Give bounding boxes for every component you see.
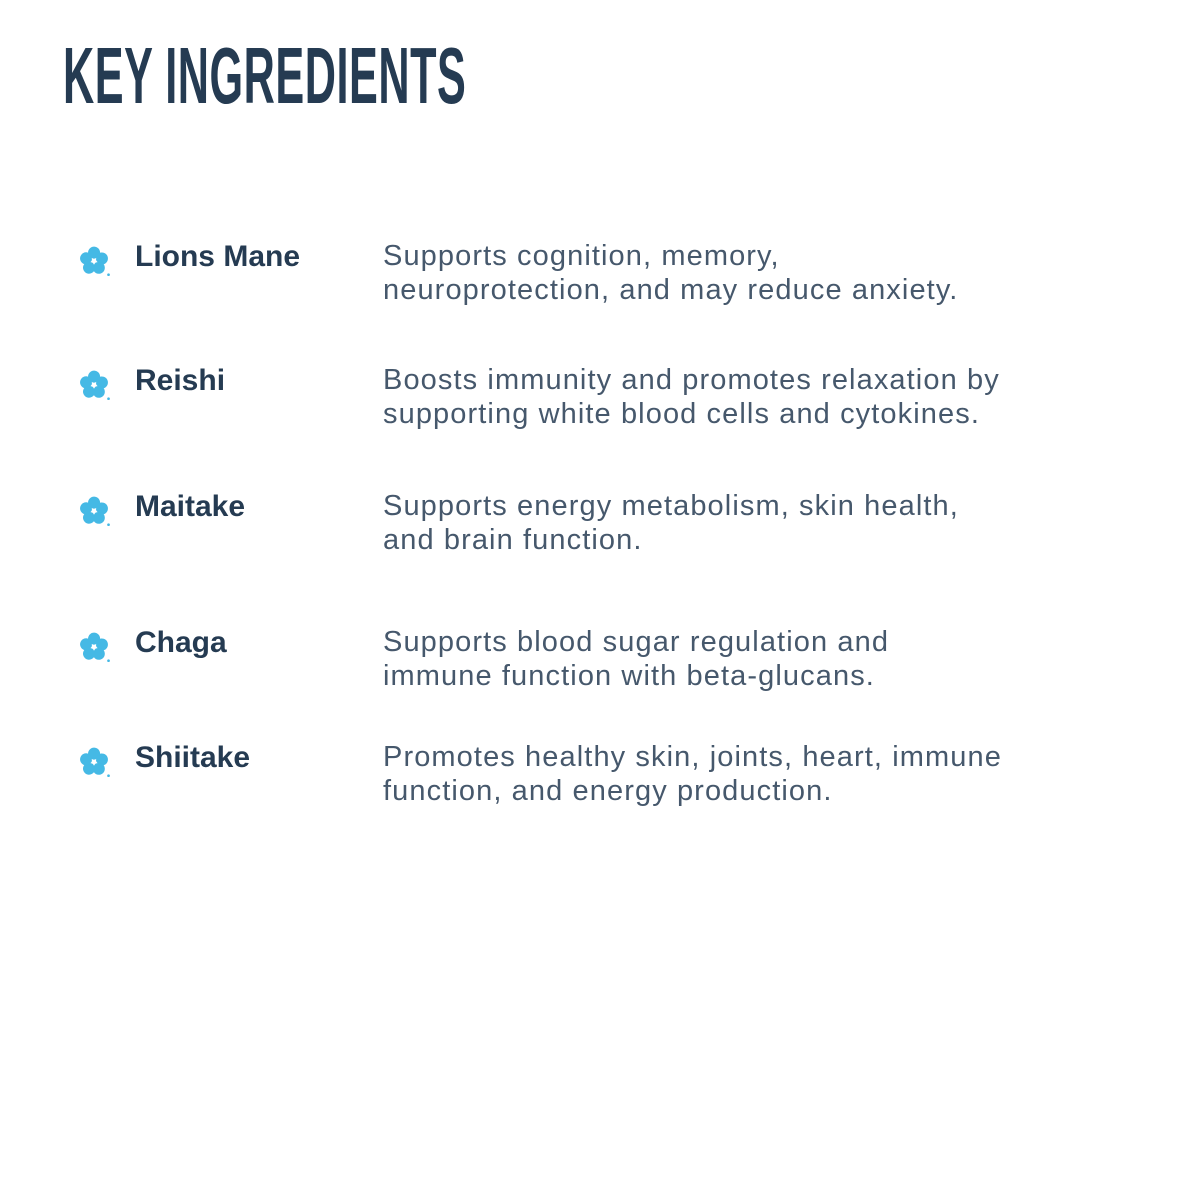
ingredient-row-maitake (0, 489, 1200, 599)
description-line: neuroprotection, and may reduce anxiety. (383, 274, 959, 306)
mushroom-spore-icon (77, 368, 111, 402)
ingredient-name: Shiitake (135, 741, 251, 774)
description-line: immune function with beta-glucans. (383, 660, 875, 692)
description-line: Supports blood sugar regulation and (383, 626, 890, 658)
mushroom-spore-icon (77, 244, 111, 278)
ingredient-name: Maitake (135, 490, 246, 523)
ingredient-name: Chaga (135, 626, 227, 659)
mushroom-spore-icon (77, 745, 111, 779)
page-title: KEY INGREDIENTS (63, 31, 467, 120)
ingredient-description (383, 740, 1002, 808)
ingredient-name: Lions Mane (135, 240, 301, 273)
mushroom-spore-icon (77, 630, 111, 664)
description-line: Boosts immunity and promotes relaxation by (383, 364, 1000, 396)
mushroom-spore-icon (77, 494, 111, 528)
ingredient-description (383, 363, 1000, 431)
ingredient-row-reishi (0, 363, 1200, 473)
description-line: Supports energy metabolism, skin health, (383, 490, 959, 522)
description-line: function, and energy production. (383, 775, 833, 807)
ingredient-description (383, 625, 889, 693)
ingredient-name: Reishi (135, 364, 226, 397)
ingredient-row-chaga (0, 625, 1200, 735)
description-line: Promotes healthy skin, joints, heart, immune (383, 741, 1002, 773)
ingredient-row-lions-mane (0, 239, 1200, 349)
ingredient-description (383, 489, 959, 557)
description-line: supporting white blood cells and cytokines. (383, 398, 981, 430)
description-line: and brain function. (383, 524, 643, 556)
ingredient-description (383, 239, 958, 307)
ingredient-row-shiitake (0, 740, 1200, 850)
description-line: Supports cognition, memory, (383, 240, 780, 272)
